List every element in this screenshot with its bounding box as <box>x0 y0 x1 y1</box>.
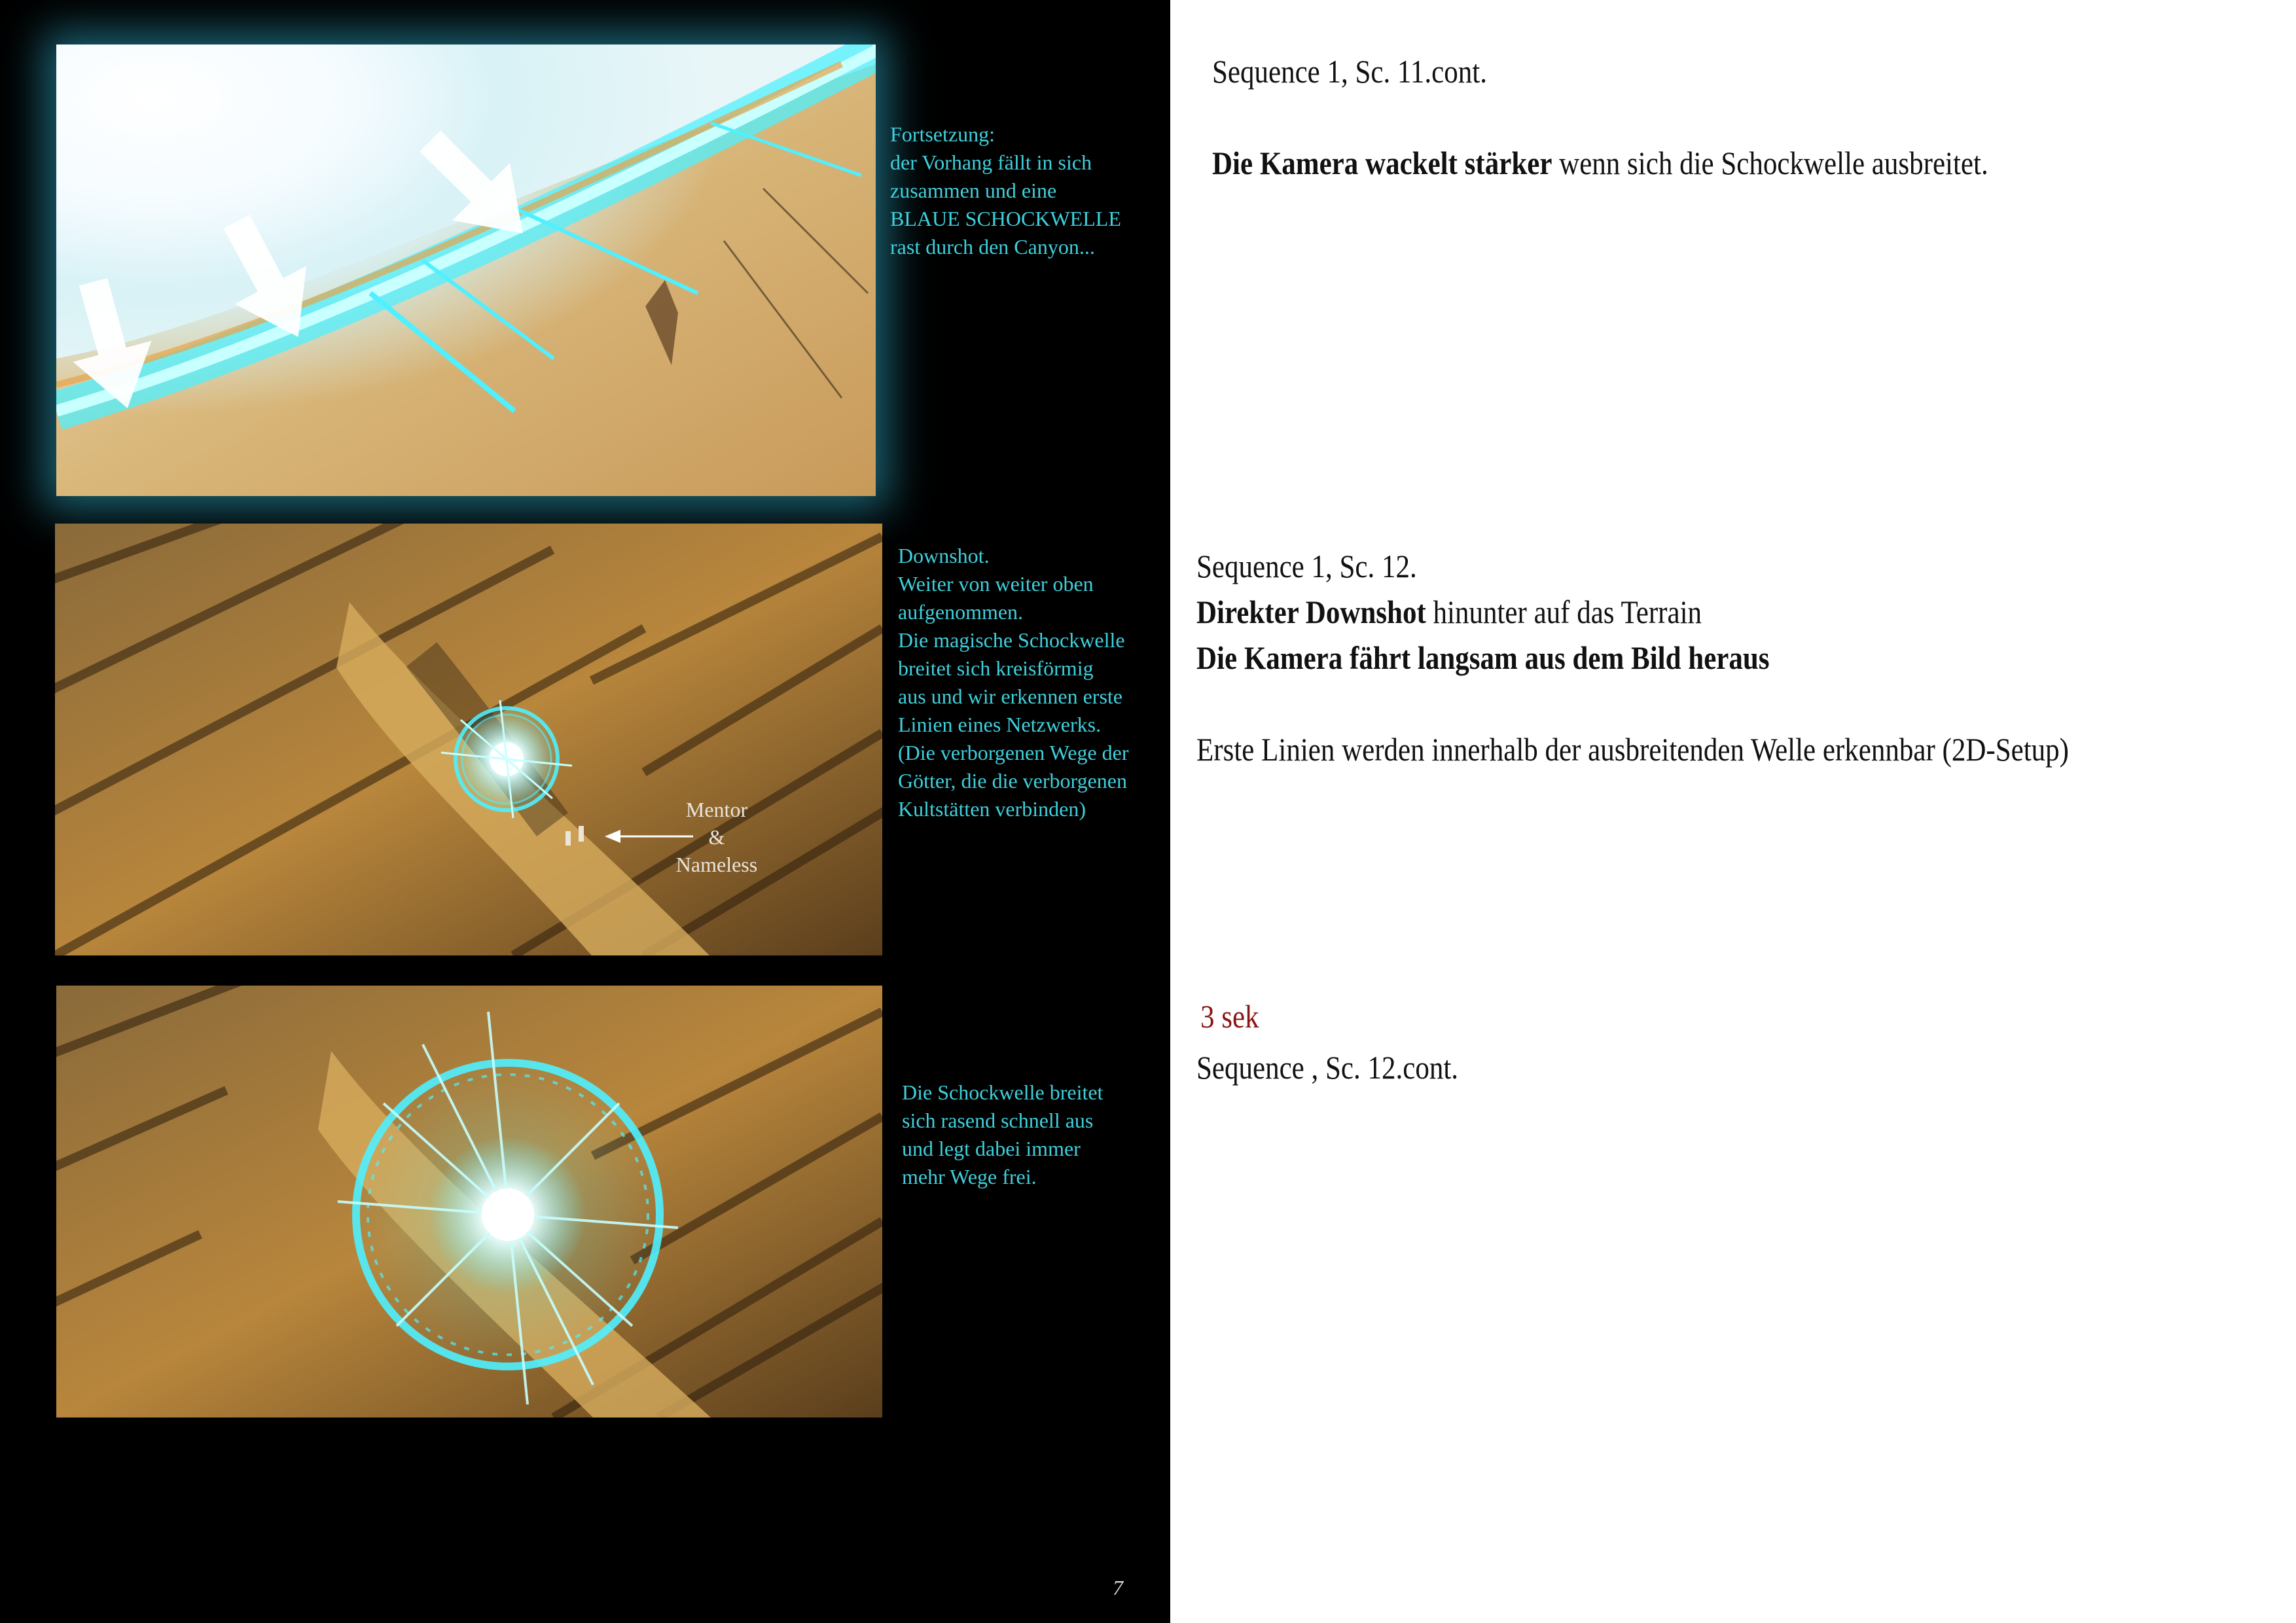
shockwave-illustration <box>56 45 876 496</box>
panel-1-caption: Fortsetzung: der Vorhang fällt in sich zusammen und eine BLAUE SCHOCKWELLE rast durch den Canyon... <box>890 122 1121 259</box>
notes-page <box>1170 0 2296 1623</box>
scene-11-camera-note <box>1212 140 1988 186</box>
scene-12-downshot-note-rest: hinunter auf das Terrain <box>1426 594 1702 630</box>
scene-11-title: Sequence 1, Sc. 11.cont. <box>1212 53 1487 90</box>
scene-12-downshot-note <box>1196 589 1702 635</box>
panel-3-caption: Die Schockwelle breitet sich rasend schnell aus und legt dabei immer mehr Wege frei. <box>902 1080 1103 1188</box>
scene-12-camera-note-bold: Die Kamera fährt langsam aus dem Bild heraus <box>1196 639 1770 676</box>
storyboard-panel-1 <box>56 45 876 496</box>
scene-12-downshot-note-bold: Direkter Downshot <box>1196 594 1426 630</box>
scene-11-camera-note-rest: wenn sich die Schockwelle ausbreitet. <box>1552 145 1988 181</box>
canyon-downshot-illustration <box>55 524 882 955</box>
page-number: 7 <box>1113 1576 1123 1599</box>
storyboard-panel-3 <box>56 986 882 1418</box>
expanding-shockwave-illustration <box>56 986 882 1418</box>
scene-12-lines-note: Erste Linien werden innerhalb der ausbreitenden Welle erkennbar (2D-Setup) <box>1196 731 2069 768</box>
scene-12-title: Sequence 1, Sc. 12. <box>1196 548 1417 584</box>
scene-12-cont-title: Sequence , Sc. 12.cont. <box>1196 1049 1459 1086</box>
scene-12-camera-note <box>1196 635 1770 681</box>
storyboard-panel-2 <box>55 524 882 955</box>
scene-12-cont-duration: 3 sek <box>1200 998 1259 1035</box>
scene-11-camera-note-bold: Die Kamera wackelt stärker <box>1212 145 1552 181</box>
mentor-nameless-label: Mentor & Nameless <box>675 798 758 876</box>
panel-2-caption: Downshot. Weiter von weiter oben aufgenommen. Die magische Schockwelle breitet sich kreisförmig aus und wir erkennen erste Linien eines Netzwerks. (Die verborgenen Wege der Götter, die die verborgenen Kultstätten verbinden) <box>898 544 1129 821</box>
